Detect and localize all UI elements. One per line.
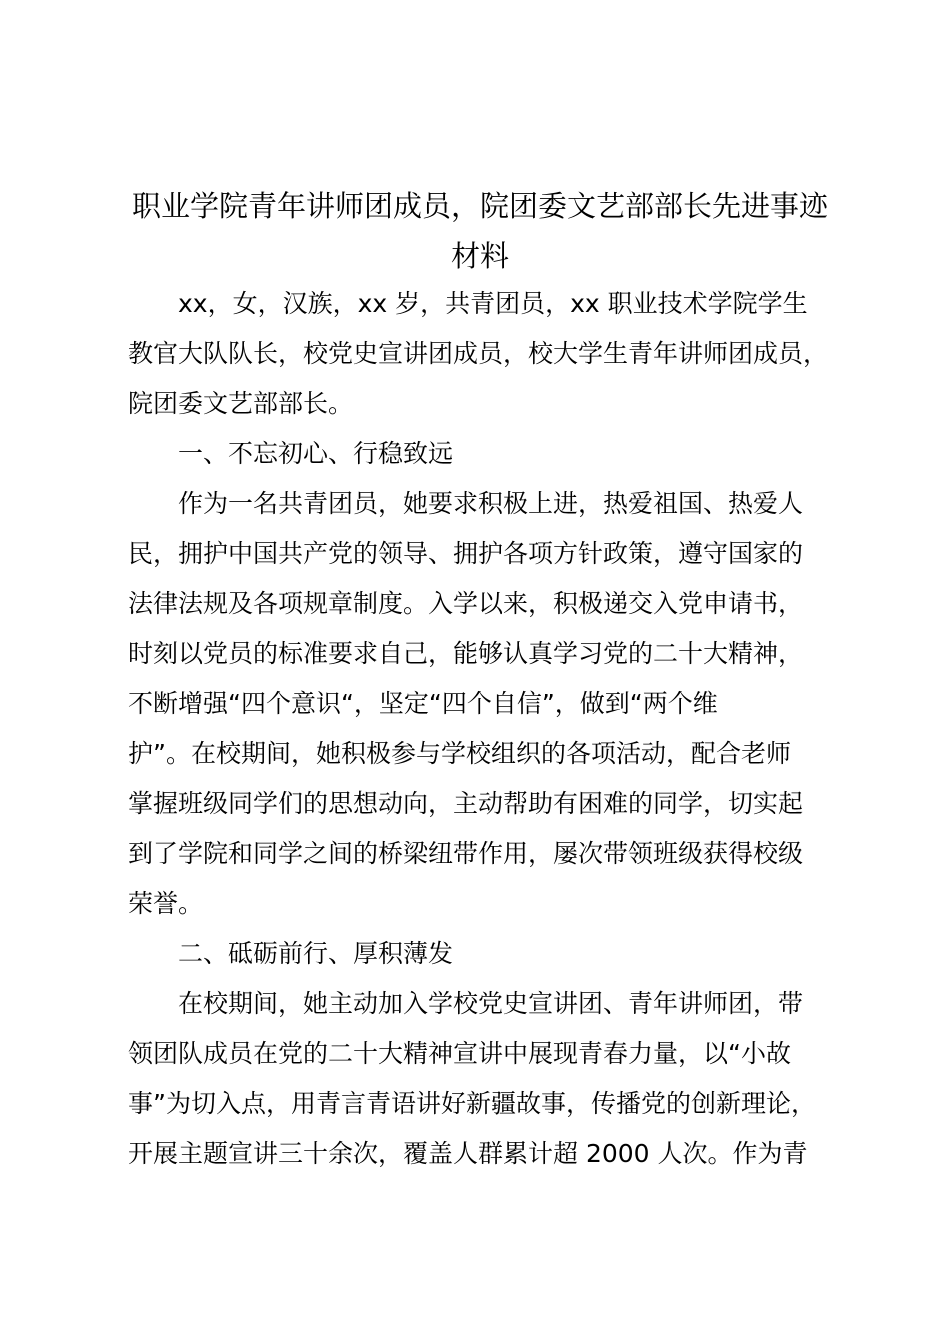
paragraph-line: 不断增强“四个意识“，坚定“四个自信”，做到“两个维	[128, 689, 718, 718]
document-title-line-1: 职业学院青年讲师团成员，院团委文艺部部长先进事迹	[131, 189, 828, 223]
paragraph-line: 作为一名共青团员，她要求积极上进，热爱祖国、热爱人	[178, 489, 804, 518]
paragraph-line: 领团队成员在党的二十大精神宣讲中展现青春力量，以“小故	[128, 1039, 791, 1068]
paragraph-line: 在校期间，她主动加入学校党史宣讲团、青年讲师团，带	[178, 989, 804, 1018]
intro-paragraph-line: xx，女，汉族，xx 岁，共青团员，xx 职业技术学院学生	[178, 289, 808, 318]
paragraph-line: 民，拥护中国共产党的领导、拥护各项方针政策，遵守国家的	[128, 539, 804, 568]
paragraph-line: 护”。在校期间，她积极参与学校组织的各项活动，配合老师	[128, 739, 791, 768]
paragraph-line: 时刻以党员的标准要求自己，能够认真学习党的二十大精神，	[128, 639, 804, 668]
paragraph-line: 事”为切入点，用青言青语讲好新疆故事，传播党的创新理论，	[128, 1089, 816, 1118]
intro-paragraph-line: 教官大队队长，校党史宣讲团成员，校大学生青年讲师团成员，	[128, 339, 829, 368]
paragraph-line: 法律法规及各项规章制度。入学以来，积极递交入党申请书，	[128, 589, 804, 618]
intro-paragraph-line: 院团委文艺部部长。	[128, 389, 354, 418]
section-heading-2: 二、砥砺前行、厚积薄发	[178, 939, 454, 968]
document-title-line-2: 材料	[450, 239, 509, 273]
paragraph-line: 开展主题宣讲三十余次，覆盖人群累计超 2000 人次。作为青	[128, 1139, 808, 1168]
paragraph-line: 到了学院和同学之间的桥梁纽带作用，屡次带领班级获得校级	[128, 839, 804, 868]
section-heading-1: 一、不忘初心、行稳致远	[178, 439, 454, 468]
paragraph-line: 荣誉。	[128, 889, 204, 918]
paragraph-line: 掌握班级同学们的思想动向，主动帮助有困难的同学，切实起	[128, 789, 804, 818]
